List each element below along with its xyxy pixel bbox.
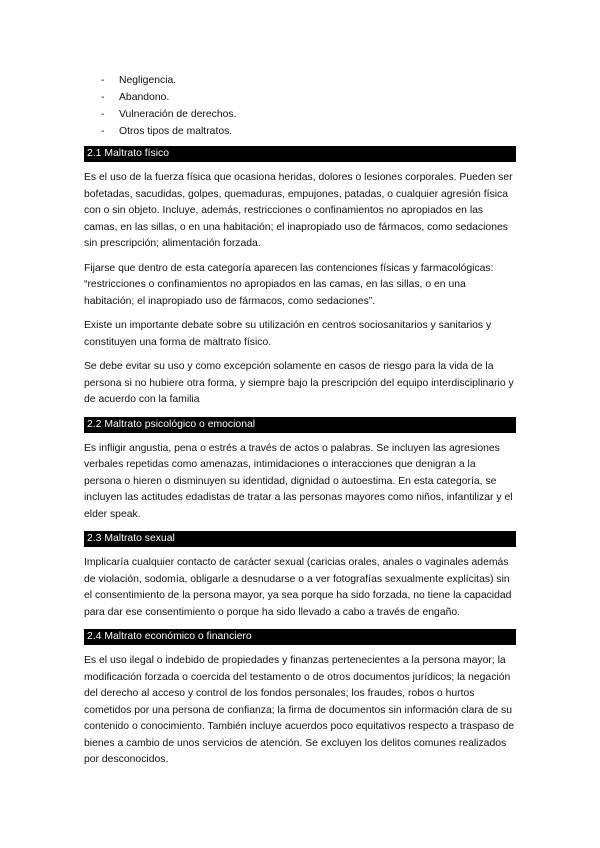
paragraph: Fijarse que dentro de esta categoría aparecen las contenciones físicas y farmacológicas: “restricciones o confinamientos no apropiados en las camas, en las sillas, o en una habitación; el inapropiado uso de fármacos, como sedaciones”. <box>84 262 494 307</box>
paragraph: Implicaría cualquier contacto de carácter sexual (caricias orales, anales o vaginales además de violación, sodomía, obligarle a desnudarse o a ver fotografías sexualmente explícitas) sin el consentimiento de la persona mayor, ya sea porque ha sido forzada, no tiene la capacidad para dar ese consentimiento o porque ha sido llevado a cabo a través de engaño. <box>84 557 512 618</box>
section-heading-maltrato-fisico: 2.1 Maltrato físico <box>84 146 516 162</box>
bullet-list <box>84 72 516 140</box>
section-heading-maltrato-sexual: 2.3 Maltrato sexual <box>84 531 516 547</box>
paragraph: Es infligir angustia, pena o estrés a través de actos o palabras. Se incluyen las agresiones verbales repetidas como amenazas, intimidaciones o interacciones que denigran a la persona o hieren o disminuyen su identidad, dignidad o autoestima. En esta categoría, se incluyen las actitudes edadistas de tratar a las personas mayores como niños, infantilizar y el elder speak. <box>84 442 513 520</box>
section-heading-maltrato-economico: 2.4 Maltrato económico o financiero <box>84 629 516 645</box>
list-item: - Negligencia. <box>101 75 177 86</box>
paragraph: Se debe evitar su uso y como excepción solamente en casos de riesgo para la vida de la persona si no hubiere otra forma, y siempre bajo la prescripción del equipo interdisciplinario y de acuerdo con la familia <box>84 361 514 405</box>
list-item: - Vulneración de derechos. <box>101 109 237 120</box>
paragraph: Es el uso de la fuerza física que ocasiona heridas, dolores o lesiones corporales. Pueden ser bofetadas, sacudidas, golpes, quemaduras, empujones, patadas, o cualquier agresión física con o sin objeto. Incluye, además, restricciones o confinamientos no apropiados en las camas, en las sillas, o en una habitación; el inapropiado uso de fármacos, como sedaciones sin prescripción; alimentación forzada. <box>84 172 513 249</box>
list-item: - Abandono. <box>101 92 170 103</box>
paragraph: Es el uso ilegal o indebido de propiedades y finanzas pertenecientes a la persona mayor; la modificación forzada o coercida del testamento o de otros documentos jurídicos; la negación del derecho al acceso y control de los fondos personales; los fraudes, robos o hurtos cometidos por una persona de confianza; la firma de documentos sin información clara de su contenido o conocimiento. También incluye acuerdos poco equitativos respecto a traspaso de bienes a cambio de unos servicios de atención. Se excluyen los delitos comunes realizados por desconocidos. <box>84 655 515 765</box>
section-heading-maltrato-psicologico: 2.2 Maltrato psicológico o emocional <box>84 417 516 433</box>
page-content <box>84 72 516 777</box>
paragraph: Existe un importante debate sobre su utilización en centros sociosanitarios y sanitarios y constituyen una forma de maltrato físico. <box>84 320 492 348</box>
list-item: - Otros tipos de maltratos. <box>101 126 233 137</box>
